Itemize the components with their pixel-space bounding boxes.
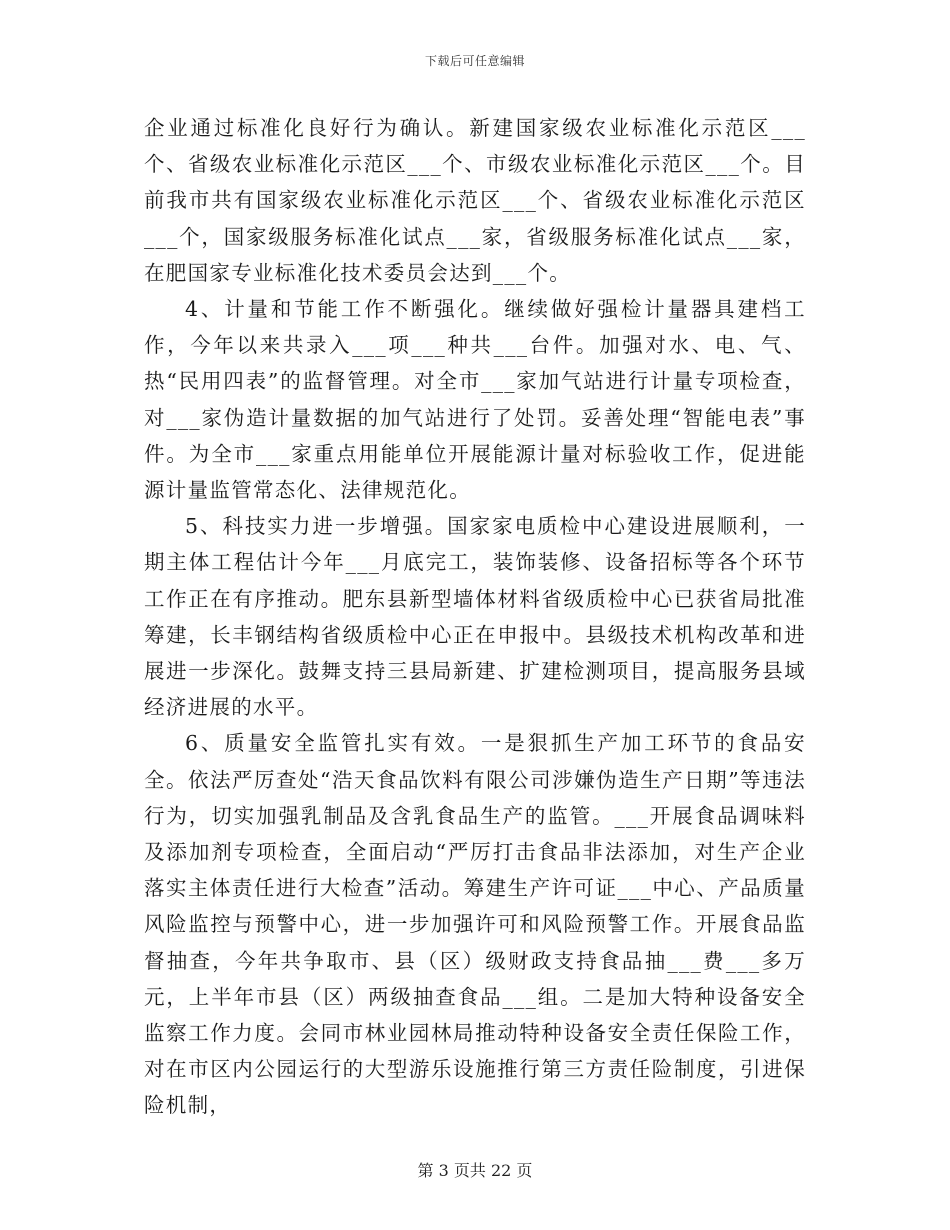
page-footer: 第 3 页共 22 页 bbox=[417, 1161, 533, 1180]
paragraph-4-metrology: 4、计量和节能工作不断强化。继续做好强检计量器具建档工作，今年以来共录入___项___种共___台件。加强对水、电、气、热“民用四表”的监督管理。对全市___家加气站进行计量专项检查，对___家伪造计量数据的加气站进行了处罚。妥善处理“智能电表”事件。为全市___家重点用能单位开展能源计量对标验收工作，促进能源计量监管常态化、法律规范化。 bbox=[144, 297, 806, 503]
document-body bbox=[144, 110, 806, 1124]
page-header: 下载后可任意编辑 bbox=[424, 54, 525, 68]
paragraph-5-technology: 5、科技实力进一步增强。国家家电质检中心建设进展顺利，一期主体工程估计今年___月底完工，装饰装修、设备招标等各个环节工作正在有序推动。肥东县新型墙体材料省级质检中心已获省局批准筹建，长丰钢结构省级质检中心正在申报中。县级技术机构改革和进展进一步深化。鼓舞支持三县局新建、扩建检测项目，提高服务县域经济进展的水平。 bbox=[144, 514, 806, 720]
paragraph-6-quality-safety: 6、质量安全监管扎实有效。一是狠抓生产加工环节的食品安全。依法严厉查处“浩天食品饮料有限公司涉嫌伪造生产日期”等违法行为，切实加强乳制品及含乳食品生产的监管。___开展食品调味料及添加剂专项检查，全面启动“严厉打击食品非法添加，对生产企业落实主体责任进行大检查”活动。筹建生产许可证___中心、产品质量风险监控与预警中心，进一步加强许可和风险预警工作。开展食品监督抽查，今年共争取市、县（区）级财政支持食品抽___费___多万元，上半年市县（区）两级抽查食品___组。二是加大特种设备安全监察工作力度。会同市林业园林局推动特种设备安全责任保险工作，对在市区内公园运行的大型游乐设施推行第三方责任险制度，引进保险机制， bbox=[144, 731, 806, 1118]
paragraph-continuation: 企业通过标准化良好行为确认。新建国家级农业标准化示范区___个、省级农业标准化示范区___个、市级农业标准化示范区___个。目前我市共有国家级农业标准化示范区___个、省级农业标准化示范区___个，国家级服务标准化试点___家，省级服务标准化试点___家，在肥国家专业标准化技术委员会达到___个。 bbox=[144, 116, 806, 285]
